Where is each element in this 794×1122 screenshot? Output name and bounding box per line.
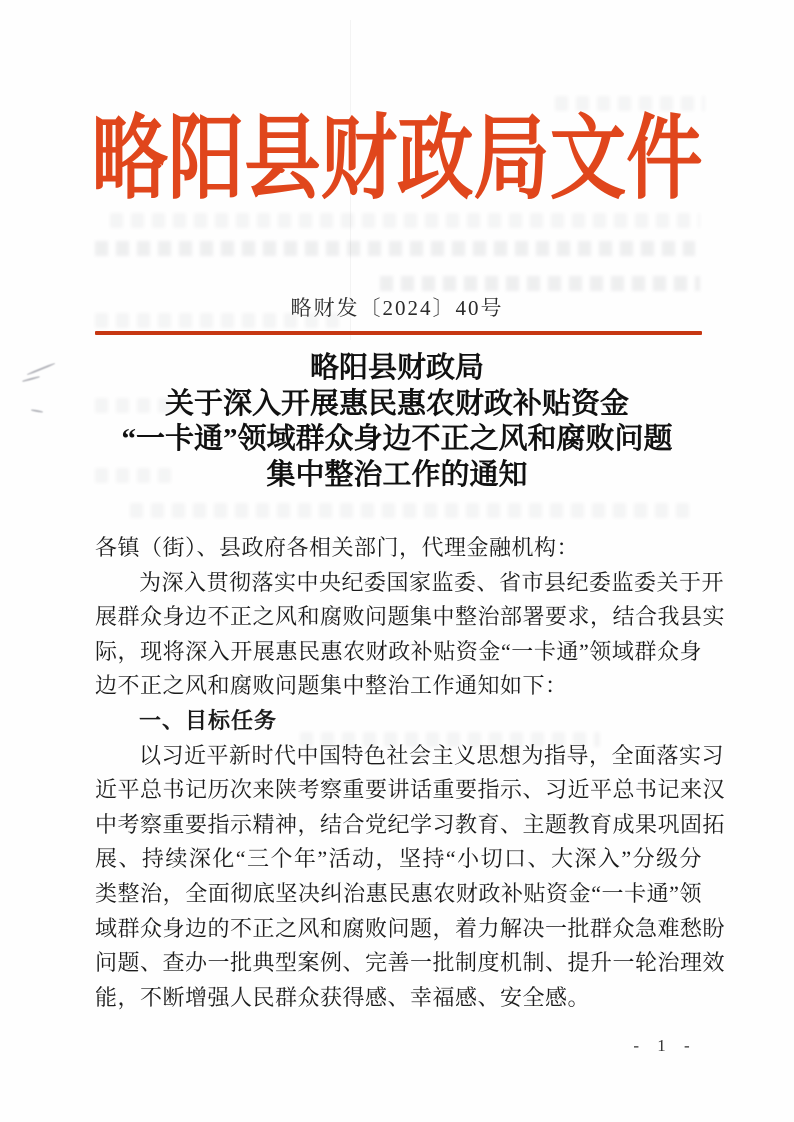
- bleedthrough-mark: [110, 213, 700, 228]
- document-title-line: 关于深入开展惠民惠农财政补贴资金: [164, 387, 629, 420]
- paragraph2-line: 近平总书记历次来陕考察重要讲话重要指示、习近平总书记来汉: [95, 777, 726, 803]
- document-title: [0, 351, 794, 493]
- paragraph1-line: 边不正之风和腐败问题集中整治工作通知如下：: [95, 673, 568, 699]
- bleedthrough-mark: [380, 276, 700, 291]
- paragraph1-line: 际，现将深入开展惠民惠农财政补贴资金“一卡通”领域群众身: [95, 638, 703, 664]
- paragraph1-line: 为深入贯彻落实中央纪委国家监委、省市县纪委监委关于开: [139, 569, 725, 595]
- paragraph2-line: 问题、查办一批典型案例、完善一批制度机制、提升一轮治理效: [95, 950, 726, 976]
- paragraph1-line: 展群众身边不正之风和腐败问题集中整治部署要求，结合我县实: [95, 604, 726, 630]
- paragraph2-line: 以习近平新时代中国特色社会主义思想为指导，全面落实习: [139, 742, 725, 768]
- letterhead: [0, 104, 794, 214]
- paragraph2-line: 能，不断增强人民群众获得感、幸福感、安全感。: [95, 984, 591, 1010]
- document-title-line: “一卡通”领域群众身边不正之风和腐败问题: [121, 423, 673, 455]
- document-title-line: 集中整治工作的通知: [266, 458, 528, 491]
- section-heading: 一、目标任务: [139, 707, 278, 733]
- document-body: [95, 531, 726, 1015]
- paragraph2-line: 展、持续深化“三个年”活动，坚持“小切口、大深入”分级分: [95, 846, 702, 872]
- paragraph2-line: 中考察重要指示精神，结合党纪学习教育、主题教育成果巩固拓: [95, 811, 726, 837]
- red-divider-line: [95, 331, 702, 335]
- org-title-text: 略阳县财政局文件: [91, 108, 703, 210]
- doc-number: 略财发〔2024〕40号: [290, 296, 504, 320]
- salutation-line: 各镇（街）、县政府各相关部门，代理金融机构：: [95, 535, 580, 560]
- paragraph2-line: 类整治，全面彻底坚决纠治惠民惠农财政补贴资金“一卡通”领: [95, 880, 703, 906]
- bleedthrough-mark: [95, 241, 695, 256]
- paragraph2-line: 域群众身边的不正之风和腐败问题，着力解决一批群众急难愁盼: [95, 915, 726, 941]
- bleedthrough-mark: [130, 503, 690, 518]
- page-number: - 1 -: [633, 1036, 697, 1055]
- document-title-line: 略阳县财政局: [309, 352, 484, 384]
